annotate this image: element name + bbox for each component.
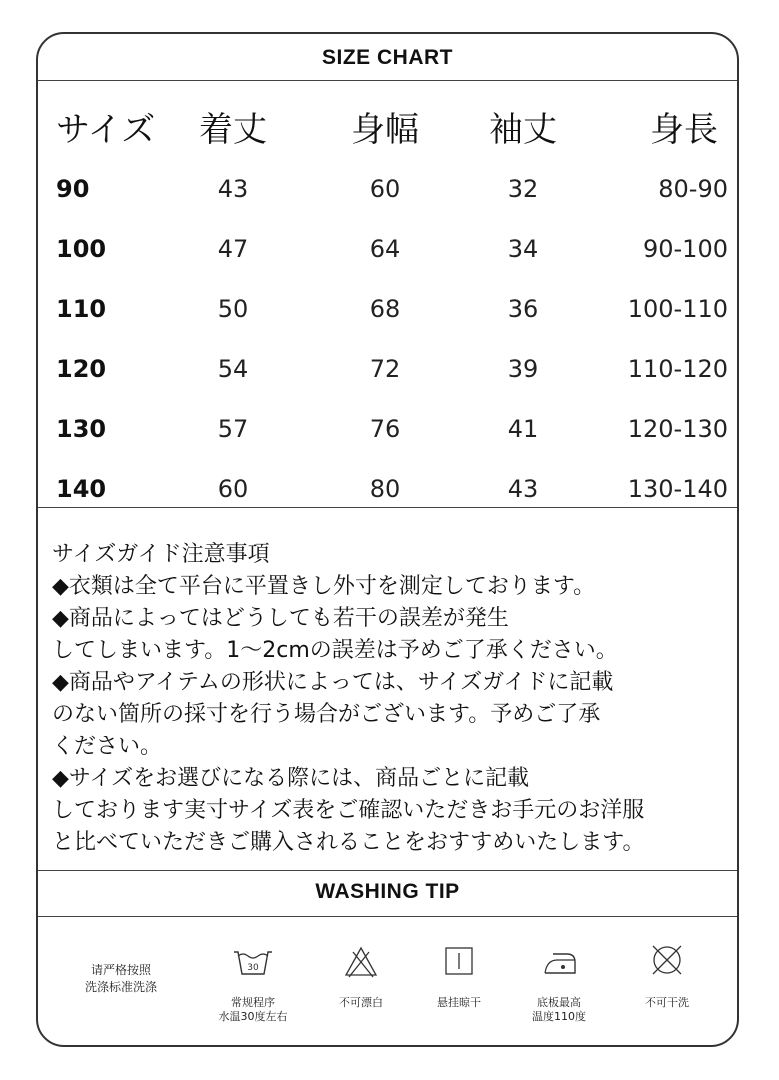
wash-caption-line: 不可漂白 xyxy=(339,996,383,1009)
note-line: してしまいます。1～2cmの誤差は予めご了承ください。 xyxy=(52,638,618,663)
size-cell: 100 xyxy=(56,235,107,263)
sleeve-cell: 39 xyxy=(507,355,539,383)
height-cell: 100-110 xyxy=(627,295,728,323)
col-header-length: 着丈 xyxy=(199,110,267,150)
divider xyxy=(38,870,737,871)
divider xyxy=(38,507,737,508)
washing-intro-line: 洗涤标准洗涤 xyxy=(84,980,157,994)
size-cell: 130 xyxy=(56,415,107,443)
table-row xyxy=(38,229,737,269)
size-cell: 120 xyxy=(56,355,107,383)
note-line: ください。 xyxy=(52,734,163,759)
no-bleach-icon xyxy=(343,944,379,980)
wash-caption xyxy=(414,996,504,1010)
wash-caption-line: 水温30度左右 xyxy=(218,1010,288,1023)
width-cell: 80 xyxy=(369,475,401,503)
length-cell: 57 xyxy=(217,415,249,443)
length-cell: 50 xyxy=(217,295,249,323)
height-cell: 80-90 xyxy=(658,175,728,203)
sleeve-cell: 34 xyxy=(507,235,539,263)
note-line: ◆商品によってはどうしても若干の誤差が発生 xyxy=(52,606,509,631)
wash-tub-30-icon xyxy=(232,948,274,978)
wash-caption-line: 温度110度 xyxy=(532,1010,586,1023)
size-cell: 110 xyxy=(56,295,107,323)
no-dry-clean-icon xyxy=(649,942,685,978)
wash-temp-label: 30 xyxy=(247,963,259,973)
divider xyxy=(38,80,737,81)
note-line: ◆衣類は全て平台に平置きし外寸を測定しております。 xyxy=(52,574,596,599)
sleeve-cell: 36 xyxy=(507,295,539,323)
note-line: しております実寸サイズ表をご確認いただきお手元のお洋服 xyxy=(52,798,645,823)
notes-heading: サイズガイド注意事項 xyxy=(52,542,270,567)
table-row xyxy=(38,289,737,329)
table-header-row xyxy=(38,102,737,150)
height-cell: 90-100 xyxy=(642,235,728,263)
length-cell: 47 xyxy=(217,235,249,263)
wash-caption xyxy=(514,996,604,1024)
length-cell: 43 xyxy=(217,175,249,203)
washing-intro xyxy=(66,962,176,996)
table-row xyxy=(38,169,737,209)
note-line: ◆商品やアイテムの形状によっては、サイズガイドに記載 xyxy=(52,670,614,695)
wash-caption xyxy=(203,996,303,1024)
length-cell: 60 xyxy=(217,475,249,503)
width-cell: 60 xyxy=(369,175,401,203)
divider xyxy=(38,916,737,917)
wash-caption xyxy=(622,996,712,1010)
size-chart-card xyxy=(36,32,739,1047)
table-row xyxy=(38,469,737,509)
sleeve-cell: 41 xyxy=(507,415,539,443)
length-cell: 54 xyxy=(217,355,249,383)
washing-tip-title: WASHING TIP xyxy=(315,880,460,903)
col-header-sleeve: 袖丈 xyxy=(489,110,557,150)
col-header-width: 身幅 xyxy=(351,110,419,150)
col-header-height: 身長 xyxy=(650,110,718,150)
note-line: のない箇所の採寸を行う場合がございます。予めご了承 xyxy=(52,702,601,727)
height-cell: 130-140 xyxy=(627,475,728,503)
note-line: ◆サイズをお選びになる際には、商品ごとに記載 xyxy=(52,766,530,791)
size-cell: 140 xyxy=(56,475,107,503)
wash-caption-line: 不可干洗 xyxy=(645,996,689,1009)
wash-caption-line: 悬挂晾干 xyxy=(437,996,481,1009)
size-cell: 90 xyxy=(56,175,90,203)
width-cell: 68 xyxy=(369,295,401,323)
col-header-size: サイズ xyxy=(56,110,156,150)
note-line: と比べていただきご購入されることをおすすめいたします。 xyxy=(52,830,645,855)
washing-intro-line: 请严格按照 xyxy=(90,963,151,977)
table-row xyxy=(38,349,737,389)
size-chart-title: SIZE CHART xyxy=(322,46,453,69)
table-row xyxy=(38,409,737,449)
wash-caption xyxy=(316,996,406,1010)
width-cell: 64 xyxy=(369,235,401,263)
wash-caption-line: 底板最高 xyxy=(537,996,581,1009)
sleeve-cell: 43 xyxy=(507,475,539,503)
iron-medium-icon xyxy=(541,948,579,976)
width-cell: 72 xyxy=(369,355,401,383)
height-cell: 120-130 xyxy=(627,415,728,443)
wash-caption-line: 常规程序 xyxy=(231,996,275,1009)
hang-dry-icon xyxy=(444,946,474,976)
size-guide-notes xyxy=(52,539,739,859)
width-cell: 76 xyxy=(369,415,401,443)
sleeve-cell: 32 xyxy=(507,175,539,203)
height-cell: 110-120 xyxy=(627,355,728,383)
